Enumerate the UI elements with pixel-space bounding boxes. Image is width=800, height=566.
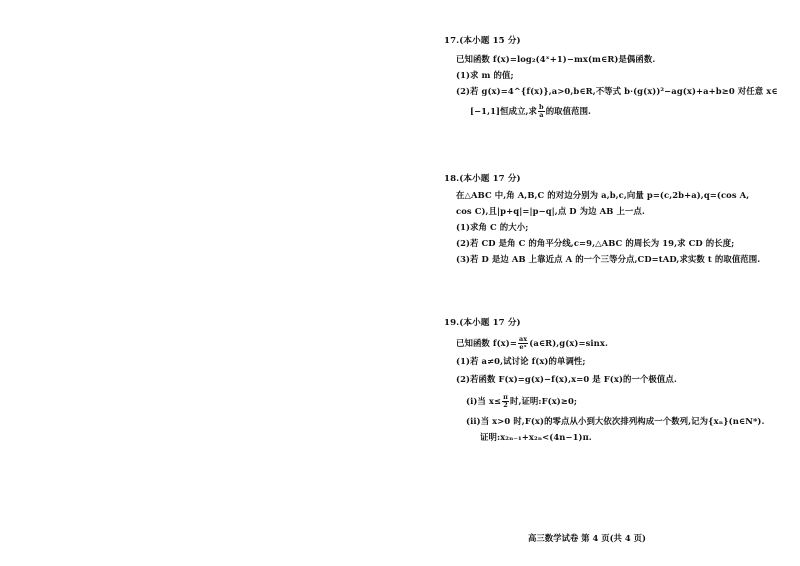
q19-stem	[456, 336, 608, 351]
fraction-numerator: π	[503, 393, 508, 401]
q19-stem-post: (a∈R),g(x)=sinx.	[529, 338, 608, 348]
q18-stem-line1: 在△ABC 中,角 A,B,C 的对边分别为 a,b,c,向量 p=(c,2b+a),q=(cos A,	[456, 190, 750, 200]
q19-sub2: (ii)当 x>0 时,F(x)的零点从小到大依次排列构成一个数列,记为{xₙ}(n∈N*).	[466, 416, 765, 426]
q17-part1: (1)求 m 的值;	[456, 70, 514, 80]
q17-part2-continuation	[470, 104, 591, 119]
q17-b-over-a-fraction	[538, 104, 545, 119]
q19-stem-pre: 已知函数 f(x)=	[456, 338, 517, 348]
q19-ax-over-ex-fraction	[518, 336, 528, 351]
q19-part1: (1)若 a≠0,试讨论 f(x)的单调性;	[456, 356, 586, 366]
q19-heading: 19.(本小题 17 分)	[444, 318, 521, 328]
q17-part2: (2)若 g(x)=4^{f(x)},a>0,b∈R,不等式 b·(g(x))²−ag(x)+a+b≥0 对任意 x∈	[456, 86, 778, 96]
q18-heading: 18.(本小题 17 分)	[444, 174, 521, 184]
q18-part3: (3)若 D 是边 AB 上靠近点 A 的一个三等分点,CD=tAD,求实数 t 的取值范围.	[456, 254, 761, 264]
fraction-denominator: eˣ	[519, 343, 527, 351]
page-footer: 高三数学试卷 第 4 页(共 4 页)	[528, 533, 646, 543]
q18-part2: (2)若 CD 是角 C 的角平分线,c=9,△ABC 的周长为 19,求 CD 的长度;	[456, 238, 735, 248]
q18-stem-line2: cos C),且|p+q|=|p−q|,点 D 为边 AB 上一点.	[456, 206, 645, 216]
q19-sub1	[466, 394, 577, 409]
q19-sub1-post: 时,证明:F(x)≥0;	[509, 396, 578, 406]
q17-part2-cont-pre: [−1,1]恒成立,求	[470, 106, 538, 116]
fraction-numerator: b	[539, 103, 544, 111]
q17-part2-cont-post: 的取值范围.	[545, 106, 592, 116]
fraction-numerator: ax	[518, 335, 528, 343]
q19-sub1-pre: (i)当 x≤	[466, 396, 502, 406]
fraction-denominator: 2	[503, 401, 508, 409]
q19-sub2-proof: 证明:x₂ₙ₋₁+x₂ₙ<(4n−1)π.	[480, 432, 592, 442]
q17-heading: 17.(本小题 15 分)	[444, 36, 521, 46]
fraction-denominator: a	[539, 111, 544, 119]
q19-pi-over-2-fraction	[502, 394, 509, 409]
q18-part1: (1)求角 C 的大小;	[456, 222, 529, 232]
q19-part2: (2)若函数 F(x)=g(x)−f(x),x=0 是 F(x)的一个极值点.	[456, 374, 677, 384]
q17-stem: 已知函数 f(x)=log₂(4ˣ+1)−mx(m∈R)是偶函数.	[456, 54, 656, 64]
